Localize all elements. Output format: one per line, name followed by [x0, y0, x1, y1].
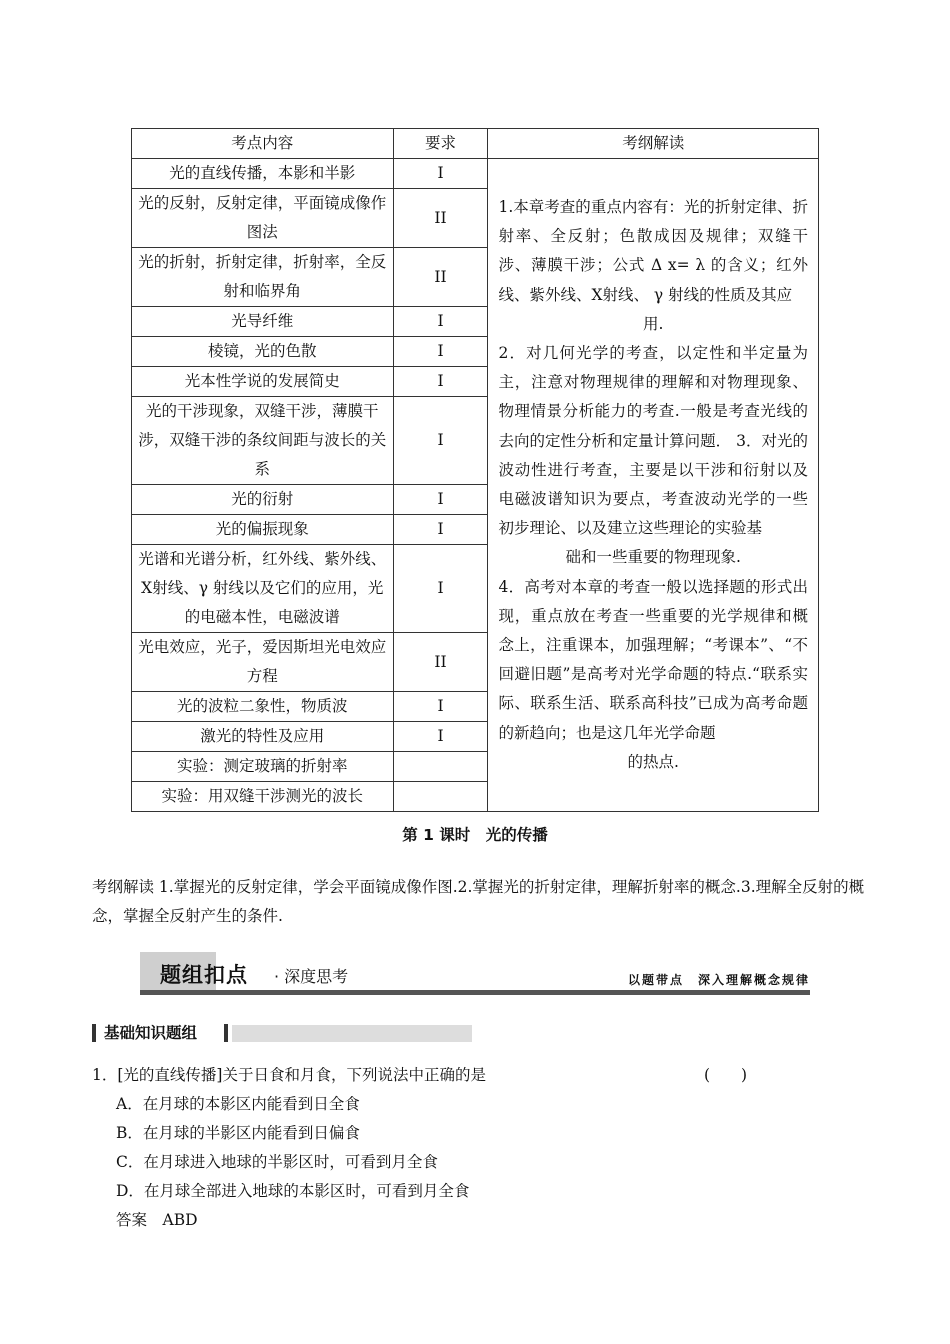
row-content: 光的直线传播，本影和半影: [132, 159, 394, 189]
question-stem-line: [92, 1061, 792, 1090]
row-content: 实验：测定玻璃的折射率: [132, 752, 394, 782]
syllabus-intro: 考纲解读 1.掌握光的反射定律，学会平面镜成像作图.2.掌握光的折射定律，理解折射率的概念.3.理解全反射的概念，掌握全反射产生的条件.: [92, 878, 865, 925]
row-requirement: I: [393, 485, 488, 515]
header-content: 考点内容: [132, 129, 394, 159]
answer: 答案 ABD: [116, 1211, 198, 1229]
header-interpretation: 考纲解读: [488, 129, 819, 159]
banner-subtitle: · 深度思考: [274, 967, 349, 986]
row-requirement: I: [393, 515, 488, 545]
notes-paragraph-2-end: 础和一些重要的物理现象.: [565, 548, 741, 567]
lesson-title: 第 1 课时 光的传播: [402, 826, 548, 844]
row-requirement: II: [393, 248, 488, 307]
row-content: 光的折射，折射定律，折射率，全反射和临界角: [132, 248, 394, 307]
row-content: 激光的特性及应用: [132, 722, 394, 752]
syllabus-table: [131, 128, 819, 812]
answer-blank: ( ): [704, 1066, 748, 1084]
row-content: 光的波粒二象性，物质波: [132, 692, 394, 722]
notes-paragraph-3-end: 的热点.: [627, 752, 679, 771]
row-requirement: I: [393, 545, 488, 633]
row-requirement: I: [393, 337, 488, 367]
row-requirement: I: [393, 692, 488, 722]
row-content: 光谱和光谱分析，红外线、紫外线、X射线、γ 射线以及它们的应用，光的电磁本性，电磁波谱: [132, 545, 394, 633]
section-bar-left: [92, 1024, 96, 1042]
row-requirement: [393, 752, 488, 782]
row-content: 光电效应，光子，爱因斯坦光电效应方程: [132, 633, 394, 692]
section-label: 基础知识题组: [104, 1024, 198, 1042]
header-requirement: 要求: [393, 129, 488, 159]
question-1: [92, 1061, 792, 1235]
row-content: 光的干涉现象，双缝干涉，薄膜干涉，双缝干涉的条纹间距与波长的关系: [132, 397, 394, 485]
notes-paragraph-2: 2．对几何光学的考查，以定性和半定量为主，注意对物理规律的理解和对物理现象、物理情景分析能力的考查.一般是考查光线的去向的定性分析和定量计算问题． 3．对光的波动性进行考查，主要是以干涉和衍射以及电磁波谱知识为要点，考查波动光学的一些初步理论、以及建立这些理论的实验基: [498, 344, 808, 538]
row-content: 光本性学说的发展简史: [132, 367, 394, 397]
row-content: 光的反射，反射定律，平面镜成像作图法: [132, 189, 394, 248]
option-d: D．在月球全部进入地球的本影区时，可看到月全食: [116, 1182, 470, 1200]
question-stem: 1．[光的直线传播]关于日食和月食，下列说法中正确的是: [92, 1066, 486, 1084]
section-heading: [92, 1022, 472, 1044]
section-fill: [232, 1025, 472, 1042]
banner-rule: [140, 990, 810, 995]
option-a: A．在月球的本影区内能看到日全食: [116, 1095, 360, 1113]
syllabus-notes: [488, 159, 819, 812]
row-content: 棱镜，光的色散: [132, 337, 394, 367]
option-c: C．在月球进入地球的半影区时，可看到月全食: [116, 1153, 438, 1171]
row-content: 实验：用双缝干涉测光的波长: [132, 782, 394, 812]
section-banner: [140, 952, 810, 998]
notes-paragraph-1-end: 用.: [643, 314, 664, 333]
section-bar-right: [224, 1024, 228, 1042]
row-requirement: II: [393, 633, 488, 692]
row-requirement: [393, 782, 488, 812]
banner-slogan: 以题带点 深入理解概念规律: [627, 973, 810, 987]
row-requirement: I: [393, 367, 488, 397]
banner-title: 题组扣点: [160, 963, 248, 987]
table-header-row: [132, 129, 819, 159]
notes-paragraph-1: 1.本章考查的重点内容有：光的折射定律、折射率、全反射；色散成因及规律；双缝干涉、薄膜干涉；公式 Δ x= λ 的含义；红外线、紫外线、X射线、 γ 射线的性质及其应: [498, 198, 808, 304]
row-requirement: II: [393, 189, 488, 248]
row-requirement: I: [393, 722, 488, 752]
option-b: B．在月球的半影区内能看到日偏食: [116, 1124, 360, 1142]
notes-paragraph-3: 4．高考对本章的考查一般以选择题的形式出现，重点放在考查一些重要的光学规律和概念上，注重课本，加强理解；“考课本”、“不回避旧题”是高考对光学命题的特点.“联系实际、联系生活、联系高科技”已成为高考命题的新趋向；也是这几年光学命题: [498, 577, 808, 742]
table-row: [132, 159, 819, 189]
row-requirement: I: [393, 397, 488, 485]
row-content: 光的偏振现象: [132, 515, 394, 545]
row-content: 光导纤维: [132, 307, 394, 337]
row-content: 光的衍射: [132, 485, 394, 515]
row-requirement: I: [393, 159, 488, 189]
row-requirement: I: [393, 307, 488, 337]
